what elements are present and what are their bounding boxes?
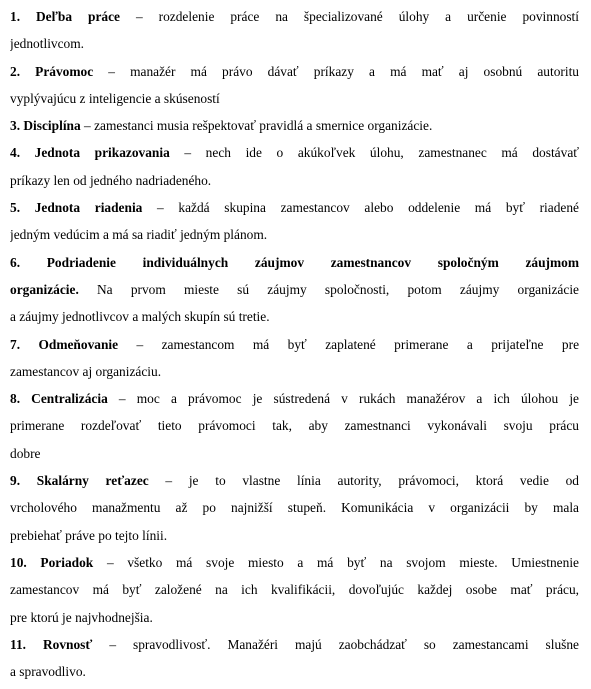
principle-line [10, 522, 579, 549]
principle-line [10, 549, 579, 576]
principle-text: – spravodlivosť. Manažéri majú zaobchádzať so zamestancami slušne [92, 636, 579, 652]
principle-heading: 9. Skalárny reťazec [10, 473, 149, 489]
principle-heading: 4. Jednota prikazovania [10, 145, 170, 161]
principle-line [10, 494, 579, 521]
principle-text: prebiehať práve po tejto línii. [10, 527, 168, 543]
principle-line [10, 385, 579, 412]
principle-text: vrcholového manažmentu až po najnižší stupeň. Komunikácia v organizácii by mala [10, 500, 579, 516]
principle-heading: 6. Podriadenie individuálnych záujmov zamestnancov spoločným záujmom [10, 254, 579, 270]
principle-text: zamestancov aj organizáciu. [10, 363, 162, 379]
principle-p7 [10, 331, 579, 386]
principle-text: – nech ide o akúkoľvek úlohu, zamestnanec má dostávať [169, 145, 579, 161]
principle-text: jednotlivcom. [10, 36, 85, 52]
principle-heading: 11. Rovnosť [10, 636, 93, 652]
principle-heading: 2. Právomoc [10, 63, 94, 79]
principle-line [10, 85, 579, 112]
principle-p1 [10, 3, 579, 58]
principle-text: vyplývajúcu z inteligencie a skúseností [10, 90, 220, 106]
principle-text: – manažér má právo dávať príkazy a má mať aj osobnú autoritu [93, 63, 579, 79]
principle-text: – zamestancom má byť zaplatené primerane a prijateľne pre [118, 336, 579, 352]
principle-text: pre ktorú je najvhodnejšia. [10, 609, 153, 625]
principle-line [10, 30, 579, 57]
principle-p6 [10, 249, 579, 331]
principle-line [10, 3, 579, 30]
principle-p2 [10, 58, 579, 113]
principle-line [10, 139, 579, 166]
principle-p4 [10, 139, 579, 194]
principle-line [10, 604, 579, 631]
principle-p3 [10, 112, 579, 139]
principle-text: jedným vedúcim a má sa riadiť jedným plánom. [10, 227, 268, 243]
principle-text: primerane rozdeľovať tieto právomoci tak, aby zamestnanci vykonávali svoju prácu [10, 418, 579, 434]
principle-line [10, 576, 579, 603]
principle-line [10, 440, 579, 467]
principle-p5 [10, 194, 579, 249]
principle-p9 [10, 467, 579, 549]
principle-line [10, 58, 579, 85]
principle-line [10, 467, 579, 494]
principle-text: – moc a právomoc je sústredená v rukách manažérov a ich úlohou je [107, 391, 579, 407]
principle-line [10, 631, 579, 658]
principle-line [10, 412, 579, 439]
principle-line [10, 303, 579, 330]
principle-text: Na prvom mieste sú záujmy spoločnosti, potom záujmy organizácie [78, 281, 579, 297]
principle-heading: organizácie. [10, 281, 79, 297]
principle-line [10, 276, 579, 303]
principle-text: a záujmy jednotlivcov a malých skupín sú tretie. [10, 309, 270, 325]
principle-line [10, 194, 579, 221]
principle-line [10, 249, 579, 276]
principle-line [10, 167, 579, 194]
principle-line [10, 331, 579, 358]
principle-text: dobre [10, 445, 41, 461]
principle-text: – všetko má svoje miesto a má byť na svojom mieste. Umiestnenie [93, 554, 579, 570]
document-body [0, 3, 591, 685]
principle-line [10, 658, 579, 685]
principle-line [10, 112, 579, 139]
principle-text: zamestancov má byť založené na ich kvalifikácii, dovoľujúc každej osobe mať prácu, [10, 582, 579, 598]
principle-text: príkazy len od jedného nadriadeného. [10, 172, 212, 188]
principle-text: – je to vlastne línia autority, právomoci, ktorá vedie od [148, 473, 579, 489]
principle-text: a spravodlivo. [10, 664, 86, 680]
principle-p8 [10, 385, 579, 467]
principle-p10 [10, 549, 579, 631]
principle-line [10, 358, 579, 385]
principle-heading: 7. Odmeňovanie [10, 336, 119, 352]
principle-heading: 10. Poriadok [10, 554, 94, 570]
principle-heading: 5. Jednota riadenia [10, 200, 143, 216]
principle-text: – rozdelenie práce na špecializované úlohy a určenie povinností [120, 9, 579, 24]
principle-p11 [10, 631, 579, 686]
principle-heading: 3. Disciplína [10, 118, 81, 134]
principle-text: – zamestanci musia rešpektovať pravidlá a smernice organizácie. [80, 118, 433, 134]
principle-heading: 1. Deľba práce [10, 9, 120, 24]
principle-line [10, 221, 579, 248]
principle-heading: 8. Centralizácia [10, 391, 108, 407]
principle-text: – každá skupina zamestancov alebo oddelenie má byť riadené [142, 200, 579, 216]
